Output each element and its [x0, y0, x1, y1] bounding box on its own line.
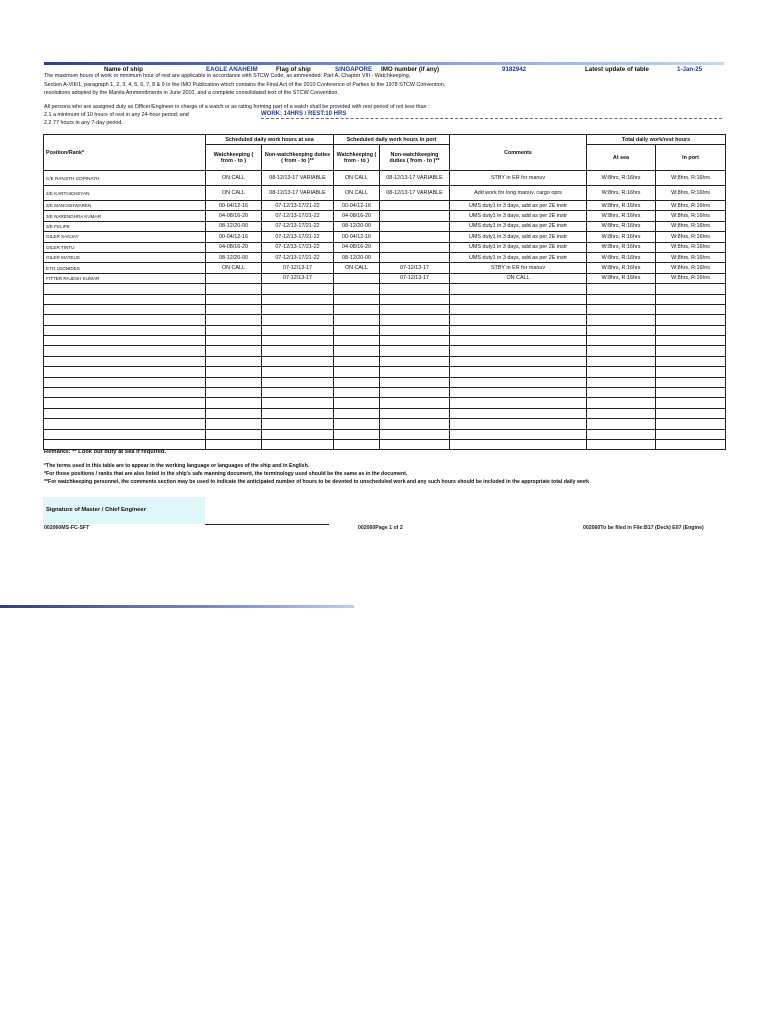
cell-port-non [380, 252, 450, 262]
cell-port-watch: 00-04/12-16 [334, 232, 380, 242]
cell-at-sea: W:8hrs, R:16hrs [587, 263, 656, 273]
empty-cell[interactable] [334, 304, 380, 314]
cell-position: 3/E MANOSHWAREN [44, 201, 206, 211]
cell-port-watch: 04-08/16-20 [334, 242, 380, 252]
cell-comments: UMS duty1 in 3 days, add as per 2E instr [450, 242, 587, 252]
empty-cell[interactable] [587, 429, 656, 439]
table-row-empty [44, 284, 726, 294]
blank-rows [44, 284, 726, 450]
cell-comments: UMS duty1 in 3 days, add as per 2E instr [450, 221, 587, 231]
cell-sea-non: 07-12/13-17 [262, 273, 334, 283]
empty-cell[interactable] [206, 367, 262, 377]
empty-cell[interactable] [206, 388, 262, 398]
group-total: Total daily work/rest hours [587, 135, 726, 145]
cell-at-sea: W:8hrs, R:16hrs [587, 186, 656, 201]
empty-cell[interactable] [334, 439, 380, 449]
empty-cell[interactable] [587, 377, 656, 387]
cell-at-sea: W:8hrs, R:16hrs [587, 201, 656, 211]
cell-sea-watch [206, 273, 262, 283]
cell-sea-non: 07-12/13-17/21-22 [262, 221, 334, 231]
cell-sea-non: 07-12/13-17 [262, 263, 334, 273]
empty-cell[interactable] [450, 284, 587, 294]
cell-port-watch [334, 273, 380, 283]
empty-cell[interactable] [334, 388, 380, 398]
empty-cell[interactable] [450, 408, 587, 418]
table-row [44, 232, 726, 242]
empty-cell[interactable] [380, 408, 450, 418]
cell-port-watch: 04-08/16-20 [334, 211, 380, 221]
empty-cell[interactable] [334, 429, 380, 439]
cell-position: 2/E KARTHICKEYAN [44, 186, 206, 201]
empty-cell[interactable] [262, 346, 334, 356]
group-port: Scheduled daily work hours in port [334, 135, 450, 145]
cell-comments: STBY in ER for manuv [450, 171, 587, 186]
empty-cell[interactable] [587, 356, 656, 366]
empty-cell[interactable] [656, 408, 726, 418]
empty-cell[interactable] [380, 367, 450, 377]
intro-line-4: All persons who are assigned duty as Officer/Engineer in charge of a watch or as rating forming part of a watch shall be provided with rest period of not less than : [44, 104, 430, 110]
dashed-divider [261, 118, 722, 119]
empty-cell[interactable] [262, 398, 334, 408]
empty-cell[interactable] [656, 398, 726, 408]
signature-line[interactable] [205, 524, 329, 525]
cell-at-sea: W:8hrs, R:16hrs [587, 252, 656, 262]
empty-cell[interactable] [656, 304, 726, 314]
col-port-watch: Watchkeeping ( from - to ) [334, 145, 380, 171]
header-accent-bar [44, 62, 724, 65]
empty-cell[interactable] [656, 284, 726, 294]
col-comments: Comments [450, 135, 587, 171]
cell-sea-non: 07-12/13-17/21-22 [262, 201, 334, 211]
empty-cell[interactable] [587, 408, 656, 418]
empty-cell[interactable] [44, 304, 206, 314]
table-row [44, 273, 726, 283]
empty-cell[interactable] [206, 284, 262, 294]
cell-comments: UMS duty1 in 3 days, add as per 2E instr [450, 201, 587, 211]
imo-value: 9182942 [502, 66, 527, 73]
empty-cell[interactable] [450, 398, 587, 408]
ship-name-value: EAGLE ANAHEIM [206, 66, 258, 73]
cell-port-watch: ON CALL [334, 186, 380, 201]
cell-in-port: W:8hrs, R:16hrs [656, 263, 726, 273]
empty-cell[interactable] [450, 304, 587, 314]
cell-in-port: W:8hrs, R:16hrs [656, 201, 726, 211]
cell-port-non [380, 232, 450, 242]
cell-in-port: W:8hrs, R:16hrs [656, 211, 726, 221]
cell-sea-non: 07-12/13-17/21-22 [262, 211, 334, 221]
empty-cell[interactable] [206, 398, 262, 408]
footer-form-code: 002060MS-FC-SFT [44, 525, 90, 531]
empty-cell[interactable] [656, 315, 726, 325]
empty-cell[interactable] [44, 429, 206, 439]
empty-cell[interactable] [44, 377, 206, 387]
empty-cell[interactable] [380, 294, 450, 304]
empty-cell[interactable] [380, 419, 450, 429]
cell-at-sea: W:8hrs, R:16hrs [587, 273, 656, 283]
cell-port-watch: 00-04/12-16 [334, 201, 380, 211]
empty-cell[interactable] [44, 398, 206, 408]
empty-cell[interactable] [262, 294, 334, 304]
empty-cell[interactable] [450, 315, 587, 325]
empty-cell[interactable] [44, 408, 206, 418]
cell-in-port: W:8hrs, R:16hrs [656, 242, 726, 252]
intro-line-1: The maximum hours of work or minimum hour of rest are applicable in accordance with STCW Code, as ammended: Part A, Chapter VIII - Watchkeeping, [44, 73, 411, 79]
intro-line-2: Section A-VIII/1, paragraph 1, 2, 3, 4, 5, 6, 7, 8 & 9 in the IMO Publication which contains the Final Act of the 2010 Conference of Parties to the 1978 STCW Convention, [44, 82, 446, 88]
empty-cell[interactable] [380, 356, 450, 366]
cell-in-port: W:8hrs, R:16hrs [656, 252, 726, 262]
empty-cell[interactable] [334, 419, 380, 429]
empty-cell[interactable] [262, 388, 334, 398]
table-row [44, 211, 726, 221]
empty-cell[interactable] [587, 315, 656, 325]
col-port-non-watch: Non-watchkeeping duties ( from - to )** [380, 145, 450, 171]
empty-cell[interactable] [450, 336, 587, 346]
footnote-3: **For watchkeeping personnel, the comments section may be used to indicate the anticipated number of hours to be devoted to unscheduled work and any such hours should be included in the appropriate total daily work [44, 479, 590, 485]
cell-position: OILER MATEUS [44, 252, 206, 262]
empty-cell[interactable] [450, 419, 587, 429]
intro-line-3: resolutions adopted by the Manila Ammendments in June 2010, and a complete consolidated text of the STCW Convention. [44, 90, 339, 96]
empty-cell[interactable] [450, 388, 587, 398]
cell-comments: UMS duty1 in 3 days, add as per 2E instr [450, 252, 587, 262]
latest-update-value: 1-Jan-25 [677, 66, 703, 73]
empty-cell[interactable] [450, 346, 587, 356]
empty-cell[interactable] [44, 294, 206, 304]
empty-cell[interactable] [587, 439, 656, 449]
cell-sea-non: 08-12/13-17 VARIABLE [262, 171, 334, 186]
empty-cell[interactable] [587, 367, 656, 377]
cell-port-non: 07-12/13-17 [380, 273, 450, 283]
cell-port-non: 08-12/13-17 VARIABLE [380, 171, 450, 186]
empty-cell[interactable] [334, 315, 380, 325]
table-row-empty [44, 356, 726, 366]
cell-in-port: W:8hrs, R:16hrs [656, 232, 726, 242]
table-row-empty [44, 367, 726, 377]
table-row [44, 186, 726, 201]
empty-cell[interactable] [334, 356, 380, 366]
empty-cell[interactable] [44, 388, 206, 398]
empty-cell[interactable] [334, 346, 380, 356]
col-in-port: In port [656, 145, 726, 171]
cell-sea-watch: 04-08/16-20 [206, 211, 262, 221]
footnote-2: *For those positions / ranks that are also listed in the ship's safe manning document, the terminology used should be the same as in the document. [44, 471, 408, 477]
table-row [44, 201, 726, 211]
work-rest-limit: WORK: 14HRS / REST:10 HRS [261, 111, 347, 117]
cell-port-watch: 08-12/20-00 [334, 252, 380, 262]
cell-comments: STBY in ER for manuv [450, 263, 587, 273]
empty-cell[interactable] [587, 419, 656, 429]
table-row-empty [44, 346, 726, 356]
col-sea-watch: Watchkeeping ( from - to ) [206, 145, 262, 171]
table-row-empty [44, 408, 726, 418]
empty-cell[interactable] [587, 346, 656, 356]
cell-sea-watch: ON CALL [206, 171, 262, 186]
empty-cell[interactable] [206, 325, 262, 335]
empty-cell[interactable] [262, 284, 334, 294]
col-at-sea: At sea [587, 145, 656, 171]
cell-at-sea: W:8hrs, R:16hrs [587, 171, 656, 186]
footer-page-number: 002060Page 1 of 2 [358, 525, 403, 531]
empty-cell[interactable] [206, 439, 262, 449]
empty-cell[interactable] [334, 336, 380, 346]
cell-sea-watch: 04-08/16-20 [206, 242, 262, 252]
cell-port-non: 07-12/13-17 [380, 263, 450, 273]
cell-sea-watch: 00-04/12-16 [206, 201, 262, 211]
footer-filing-info: 002060To be filed in File:B17 (Deck) E07 (Engine) [583, 525, 704, 531]
empty-cell[interactable] [44, 336, 206, 346]
table-row [44, 263, 726, 273]
empty-cell[interactable] [656, 388, 726, 398]
cell-position: 3/E NARENDHRA KUMAR [44, 211, 206, 221]
cell-sea-non: 08-12/13-17 VARIABLE [262, 186, 334, 201]
empty-cell[interactable] [262, 377, 334, 387]
empty-cell[interactable] [262, 315, 334, 325]
cell-in-port: W:8hrs, R:16hrs [656, 273, 726, 283]
empty-cell[interactable] [450, 429, 587, 439]
empty-cell[interactable] [44, 419, 206, 429]
empty-cell[interactable] [334, 377, 380, 387]
empty-cell[interactable] [380, 439, 450, 449]
cell-port-watch: ON CALL [334, 171, 380, 186]
empty-cell[interactable] [450, 325, 587, 335]
empty-cell[interactable] [587, 325, 656, 335]
table-row-empty [44, 325, 726, 335]
empty-cell[interactable] [656, 429, 726, 439]
empty-cell[interactable] [334, 367, 380, 377]
empty-cell[interactable] [206, 315, 262, 325]
empty-cell[interactable] [587, 284, 656, 294]
empty-cell[interactable] [656, 346, 726, 356]
empty-cell[interactable] [44, 284, 206, 294]
cell-comments: UMS duty1 in 3 days, add as per 2E instr [450, 232, 587, 242]
empty-cell[interactable] [380, 388, 450, 398]
table-row-empty [44, 429, 726, 439]
empty-cell[interactable] [334, 284, 380, 294]
empty-cell[interactable] [380, 346, 450, 356]
empty-cell[interactable] [587, 304, 656, 314]
empty-cell[interactable] [262, 304, 334, 314]
empty-cell[interactable] [206, 356, 262, 366]
cell-port-watch: 08-12/20-00 [334, 221, 380, 231]
empty-cell[interactable] [262, 439, 334, 449]
remarks: Remarks: ** Look out duty at sea if required. [44, 449, 167, 455]
latest-update-label: Latest update of table [585, 66, 649, 73]
empty-cell[interactable] [206, 377, 262, 387]
empty-cell[interactable] [206, 336, 262, 346]
empty-cell[interactable] [380, 377, 450, 387]
empty-cell[interactable] [206, 429, 262, 439]
empty-cell[interactable] [262, 408, 334, 418]
imo-label: IMO number (if any) [381, 66, 440, 73]
cell-sea-non: 07-12/13-17/21-22 [262, 252, 334, 262]
cell-port-non: 08-12/13-17 VARIABLE [380, 186, 450, 201]
empty-cell[interactable] [44, 325, 206, 335]
cell-sea-non: 07-12/13-17/21-22 [262, 232, 334, 242]
cell-sea-watch: ON CALL [206, 186, 262, 201]
empty-cell[interactable] [587, 398, 656, 408]
empty-cell[interactable] [334, 398, 380, 408]
empty-cell[interactable] [206, 346, 262, 356]
empty-cell[interactable] [587, 294, 656, 304]
cell-sea-watch: 08-12/20-00 [206, 252, 262, 262]
empty-cell[interactable] [656, 325, 726, 335]
cell-position: 3/E FELIPE [44, 221, 206, 231]
empty-cell[interactable] [380, 284, 450, 294]
table-row-empty [44, 336, 726, 346]
empty-cell[interactable] [656, 439, 726, 449]
table-row-empty [44, 294, 726, 304]
empty-cell[interactable] [380, 315, 450, 325]
cell-port-watch: ON CALL [334, 263, 380, 273]
empty-cell[interactable] [656, 419, 726, 429]
table-row [44, 252, 726, 262]
cell-sea-watch: ON CALL [206, 263, 262, 273]
empty-cell[interactable] [334, 408, 380, 418]
flag-label: Flag of ship [276, 66, 311, 73]
empty-cell[interactable] [334, 325, 380, 335]
cell-position: ETO LEONIDES [44, 263, 206, 273]
empty-cell[interactable] [380, 325, 450, 335]
cell-sea-watch: 00-04/12-16 [206, 232, 262, 242]
cell-port-non [380, 211, 450, 221]
cell-port-non [380, 221, 450, 231]
empty-cell[interactable] [380, 304, 450, 314]
empty-cell[interactable] [450, 377, 587, 387]
table-row-empty [44, 377, 726, 387]
footer-accent-bar [0, 605, 354, 608]
table-row [44, 171, 726, 186]
table-row-empty [44, 388, 726, 398]
empty-cell[interactable] [206, 294, 262, 304]
footnote-1: *The terms used in this table are to appear in the working language or languages of the ship and in English. [44, 463, 310, 469]
table-row [44, 221, 726, 231]
col-position: Position/Rank* [44, 135, 206, 171]
work-hours-table [43, 134, 726, 450]
empty-cell[interactable] [450, 439, 587, 449]
empty-cell[interactable] [450, 367, 587, 377]
empty-cell[interactable] [206, 304, 262, 314]
empty-cell[interactable] [262, 336, 334, 346]
empty-cell[interactable] [206, 408, 262, 418]
cell-in-port: W:8hrs, R:16hrs [656, 171, 726, 186]
empty-cell[interactable] [262, 419, 334, 429]
signature-label: Signature of Master / Chief Engineer [46, 507, 146, 513]
cell-position: OILER SANJAY [44, 232, 206, 242]
empty-cell[interactable] [206, 419, 262, 429]
group-sea: Scheduled daily work hours at sea [206, 135, 334, 145]
empty-cell[interactable] [587, 388, 656, 398]
empty-cell[interactable] [450, 294, 587, 304]
empty-cell[interactable] [380, 336, 450, 346]
empty-cell[interactable] [656, 356, 726, 366]
empty-cell[interactable] [656, 294, 726, 304]
cell-comments: ON CALL [450, 273, 587, 283]
empty-cell[interactable] [262, 356, 334, 366]
cell-at-sea: W:8hrs, R:16hrs [587, 211, 656, 221]
cell-port-non [380, 242, 450, 252]
table-row [44, 242, 726, 252]
empty-cell[interactable] [44, 346, 206, 356]
empty-cell[interactable] [587, 336, 656, 346]
cell-sea-non: 07-12/13-17/21-22 [262, 242, 334, 252]
empty-cell[interactable] [44, 315, 206, 325]
intro-line-6: 2.2 77 hours in any 7-day period. [44, 120, 123, 126]
empty-cell[interactable] [656, 367, 726, 377]
cell-comments: Add work for long manuv, cargo oprs [450, 186, 587, 201]
cell-position: C/E RANJITH GOPINATH [44, 171, 206, 186]
cell-sea-watch: 08-12/20-00 [206, 221, 262, 231]
empty-cell[interactable] [380, 398, 450, 408]
cell-at-sea: W:8hrs, R:16hrs [587, 232, 656, 242]
table-row-empty [44, 304, 726, 314]
empty-cell[interactable] [44, 367, 206, 377]
empty-cell[interactable] [262, 429, 334, 439]
empty-cell[interactable] [262, 325, 334, 335]
cell-position: FITTER RAJESH KUMAR [44, 273, 206, 283]
empty-cell[interactable] [380, 429, 450, 439]
cell-at-sea: W:8hrs, R:16hrs [587, 242, 656, 252]
ship-name-label: Name of ship [104, 66, 143, 73]
flag-value: SINGAPORE [335, 66, 373, 73]
cell-at-sea: W:8hrs, R:16hrs [587, 221, 656, 231]
empty-cell[interactable] [44, 356, 206, 366]
intro-line-5: 2.1 a minimum of 10 hours of rest in any 24-hour period; and [44, 112, 189, 118]
empty-cell[interactable] [450, 356, 587, 366]
cell-in-port: W:8hrs, R:16hrs [656, 221, 726, 231]
empty-cell[interactable] [656, 336, 726, 346]
table-row-empty [44, 419, 726, 429]
table-row-empty [44, 398, 726, 408]
empty-cell[interactable] [262, 367, 334, 377]
empty-cell[interactable] [334, 294, 380, 304]
cell-position: OILER TINTU [44, 242, 206, 252]
table-row-empty [44, 315, 726, 325]
empty-cell[interactable] [656, 377, 726, 387]
cell-in-port: W:8hrs, R:16hrs [656, 186, 726, 201]
cell-port-non [380, 201, 450, 211]
cell-comments: UMS duty1 in 3 days, add as per 2E instr [450, 211, 587, 221]
col-sea-non-watch: Non-watchkeeping duties ( from - to )** [262, 145, 334, 171]
